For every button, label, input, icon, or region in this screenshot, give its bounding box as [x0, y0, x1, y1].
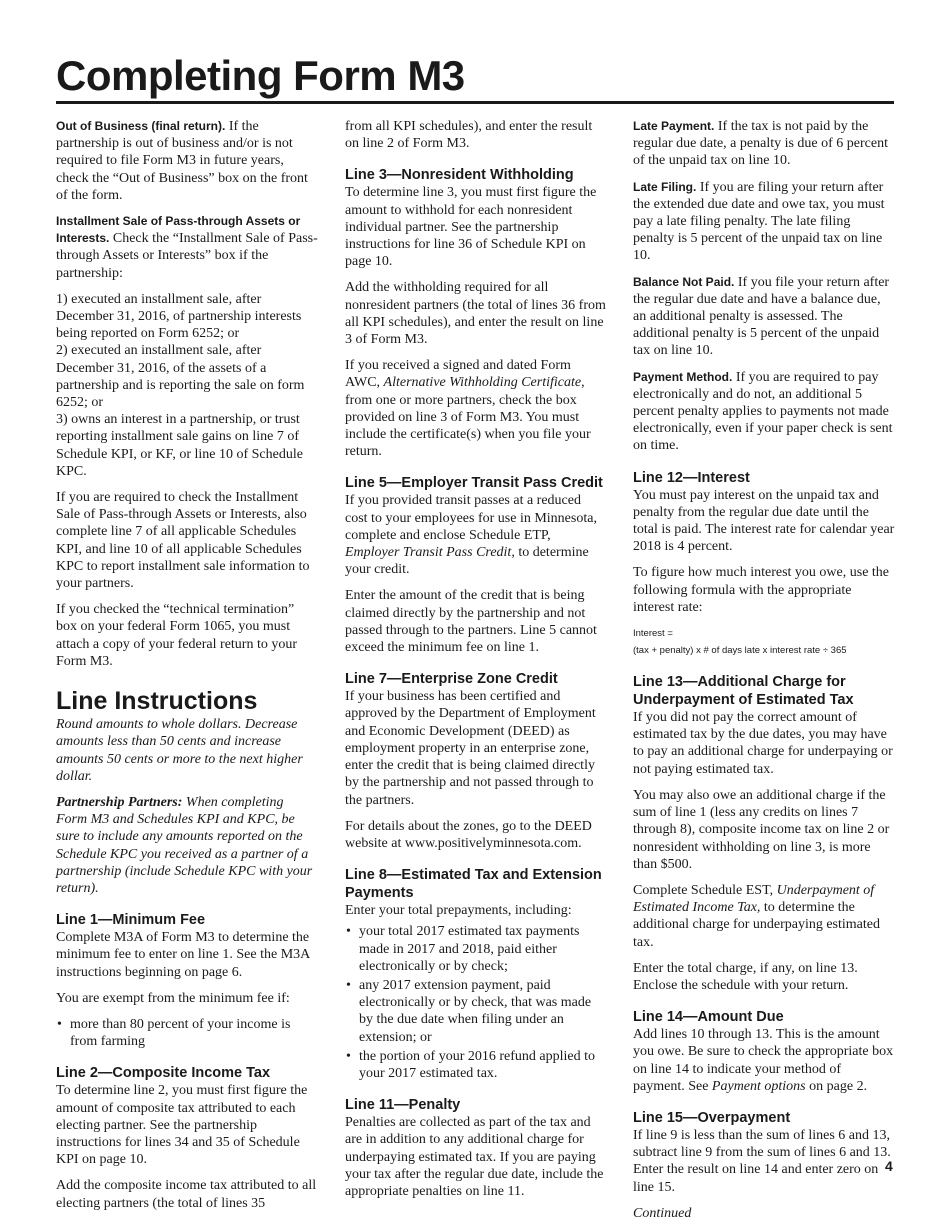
line-1-exempt: You are exempt from the minimum fee if: — [56, 990, 290, 1006]
line-7-text: If your business has been certified and approved by the Department of Employment and Economic Development (DEED) as employment property in an enterprise zone, enter the credit that is being claimed directly by the partnership and not passed through to the partners. — [345, 689, 596, 808]
installment-sale-lead: Installment Sale of Pass-through Assets or Interests. — [56, 214, 301, 246]
line-14-heading: Line 14—Amount Due — [633, 1009, 784, 1026]
list-item: • your total 2017 estimated tax payments made in 2017 and 2018, paid either electronically or by check; — [345, 923, 607, 975]
line-12-heading: Line 12—Interest — [633, 469, 750, 486]
line-5-heading: Line 5—Employer Transit Pass Credit — [345, 475, 603, 492]
line-12-text: You must pay interest on the unpaid tax and penalty from the regular due date until the total is paid. The interest rate for calendar year 2018 is 4 percent. — [633, 487, 895, 555]
line-7-heading: Line 7—Enterprise Zone Credit — [345, 671, 558, 688]
line-2-continued: from all KPI schedules), and enter the result on line 2 of Form M3. — [345, 119, 593, 152]
line-3-text-2: Add the withholding required for all nonresident partners (the total of lines 36 from all KPI schedules), and enter the result on line 3 of Form M3. — [345, 280, 606, 348]
installment-note: If you are required to check the Installment Sale of Pass-through Assets or Interests, also complete line 7 of all applicable Schedules KPI, and line 10 of all applicable Schedules KPC to report installment sale information to your partners. — [56, 490, 310, 592]
interest-formula-label: Interest = — [633, 628, 673, 640]
list-item: • any 2017 extension payment, paid electronically or by check, that was made by the due date when filing under an extension; or — [345, 977, 607, 1046]
line-instructions-heading: Line Instructions — [56, 687, 258, 716]
line-15-heading: Line 15—Overpayment — [633, 1109, 791, 1126]
line-5-text: If you provided transit passes at a reduced cost to your employees for use in Minnesota, complete and enclose Schedule ETP, Employer Transit Pass Credit, to determine your credit. — [345, 493, 597, 578]
line-2-text-2: Add the composite income tax attributed to all electing partners (the total of lines 35 — [56, 1178, 317, 1211]
line-13-text-3: Complete Schedule EST, Underpayment of Estimated Income Tax, to determine the additional charge for underpaying estimated tax. — [633, 882, 880, 950]
line-7-text-2: For details about the zones, go to the DEED website at www.positivelyminnesota.com. — [345, 818, 592, 851]
column-3 — [633, 118, 895, 1231]
technical-termination-note: If you checked the “technical termination” box on your federal Form 1065, you must attach a copy of your federal return to your Form M3. — [56, 602, 298, 669]
line-13-text: If you did not pay the correct amount of estimated tax by the due dates, you may have to pay an additional charge for underpaying or not paying estimated tax. — [633, 710, 893, 777]
line-8-heading: Line 8—Estimated Tax and Extension Payments — [345, 867, 602, 902]
column-1 — [56, 118, 318, 1221]
line-13-text-2: You may also owe an additional charge if the sum of line 1 (less any credits on lines 7 through 8), composite income tax on line 2 or nonresident withholding on line 3, is more than $500. — [633, 787, 890, 872]
line-3-text-3: If you received a signed and dated Form AWC, Alternative Withholding Certificate, from one or more partners, check the box provided on line 3 of Form M3. You must include the certificate(s) when you file your return. — [345, 358, 591, 460]
installment-item-2: 2) executed an installment sale, after December 31, 2016, of the assets of a partnership and is reporting the sale on form 6252; or — [56, 343, 305, 411]
line-8-text: Enter your total prepayments, including: — [345, 903, 572, 919]
line-14-text: Add lines 10 through 13. This is the amount you owe. Be sure to check the appropriate box on line 14 to indicate your method of payment. See Payment options on page 2. — [633, 1027, 894, 1094]
line-3-heading: Line 3—Nonresident Withholding — [345, 167, 574, 184]
installment-item-3: 3) owns an interest in a partnership, or trust reporting installment sale gains on line 7 of Schedule KPI, or KF, or line 10 of Schedule KPC. — [56, 412, 303, 479]
title-rule — [56, 101, 894, 104]
payment-method-paragraph: Payment Method. If you are required to pay electronically and do not, an additional 5 percent penalty applies to payments not made electronically, even if your paper check is sent on time. — [633, 369, 893, 454]
late-filing-paragraph: Late Filing. If you are filing your return after the extended due date and owe tax, you must pay a late filing penalty. The late filing penalty is 5 percent of the unpaid tax on line 10. — [633, 179, 885, 264]
continued-label: Continued — [633, 1205, 692, 1221]
line-13-heading: Line 13—Additional Charge for Underpayment of Estimated Tax — [633, 674, 854, 709]
line-1-list — [56, 1016, 318, 1050]
column-2 — [345, 118, 607, 1209]
page-number: 4 — [885, 1158, 893, 1174]
line-1-heading: Line 1—Minimum Fee — [56, 912, 206, 929]
interest-formula: (tax + penalty) x # of days late x interest rate ÷ 365 — [633, 645, 847, 657]
partnership-partners-note: Partnership Partners: When completing Form M3 and Schedules KPI and KPC, be sure to include any amounts reported on the Schedule KPC you received as a partner of a partnership (include Schedule KPC with your return). — [56, 794, 313, 896]
line-11-text: Penalties are collected as part of the tax and are in addition to any additional charge for underpaying estimated tax. If you are paying your tax after the regular due date, include the appropriate penalties on line 11. — [345, 1115, 604, 1199]
line-2-text: To determine line 2, you must first figure the amount of composite tax attributed to each electing partner. See the partnership instructions for lines 34 and 35 of Schedule KPI on page 10. — [56, 1083, 308, 1168]
line-11-heading: Line 11—Penalty — [345, 1097, 461, 1114]
line-12-text-2: To figure how much interest you owe, use the following formula with the appropriate interest rate: — [633, 565, 890, 615]
line-5-text-2: Enter the amount of the credit that is being claimed directly by the partnership and not passed through to the partners. Line 5 cannot exceed the minimum fee on line 1. — [345, 588, 597, 656]
line-15-text: If line 9 is less than the sum of lines 6 and 13, subtract line 9 from the sum of lines 6 and 13. Enter the result on line 14 and enter zero on line 15. — [633, 1127, 891, 1195]
installment-item-1: 1) executed an installment sale, after December 31, 2016, of partnership interests being reported on Form 6252; or — [56, 291, 302, 342]
page-title: Completing Form M3 — [56, 52, 465, 99]
installment-sale-paragraph: Installment Sale of Pass-through Assets or Interests. Check the “Installment Sale of Pass-through Assets or Interests” box if the partnership: — [56, 214, 318, 281]
line-3-text: To determine line 3, you must first figure the amount to withhold for each nonresident individual partner. See the partnership instructions for line 36 of Schedule KPI on page 10. — [345, 185, 597, 270]
line-1-text: Complete M3A of Form M3 to determine the minimum fee to enter on line 1. See the M3A instructions beginning on page 6. — [56, 930, 310, 980]
out-of-business-paragraph: Out of Business (final return). If the partnership is out of business and/or is not required to file Form M3 in future years, check the “Out of Business” box on the front of the form. — [56, 119, 308, 203]
partnership-partners-lead: Partnership Partners: — [56, 794, 183, 810]
out-of-business-lead: Out of Business (final return). — [56, 119, 226, 133]
list-item: • the portion of your 2016 refund applied to your 2017 estimated tax. — [345, 1048, 607, 1082]
line-8-list — [345, 923, 607, 1082]
line-2-heading: Line 2—Composite Income Tax — [56, 1065, 271, 1082]
rounding-note: Round amounts to whole dollars. Decrease amounts less than 50 cents and increase amounts 50 cents or more to the next higher dollar. — [56, 717, 303, 784]
list-item: • more than 80 percent of your income is from farming — [56, 1016, 318, 1050]
late-payment-paragraph: Late Payment. If the tax is not paid by the regular due date, a penalty is due of 6 percent of the unpaid tax on line 10. — [633, 119, 889, 169]
balance-not-paid-paragraph: Balance Not Paid. If you file your return after the regular due date and have a balance due, an additional penalty is assessed. The additional penalty is 5 percent of the unpaid tax on line 10. — [633, 274, 890, 359]
line-13-text-4: Enter the total charge, if any, on line 13. Enclose the schedule with your return. — [633, 960, 858, 993]
